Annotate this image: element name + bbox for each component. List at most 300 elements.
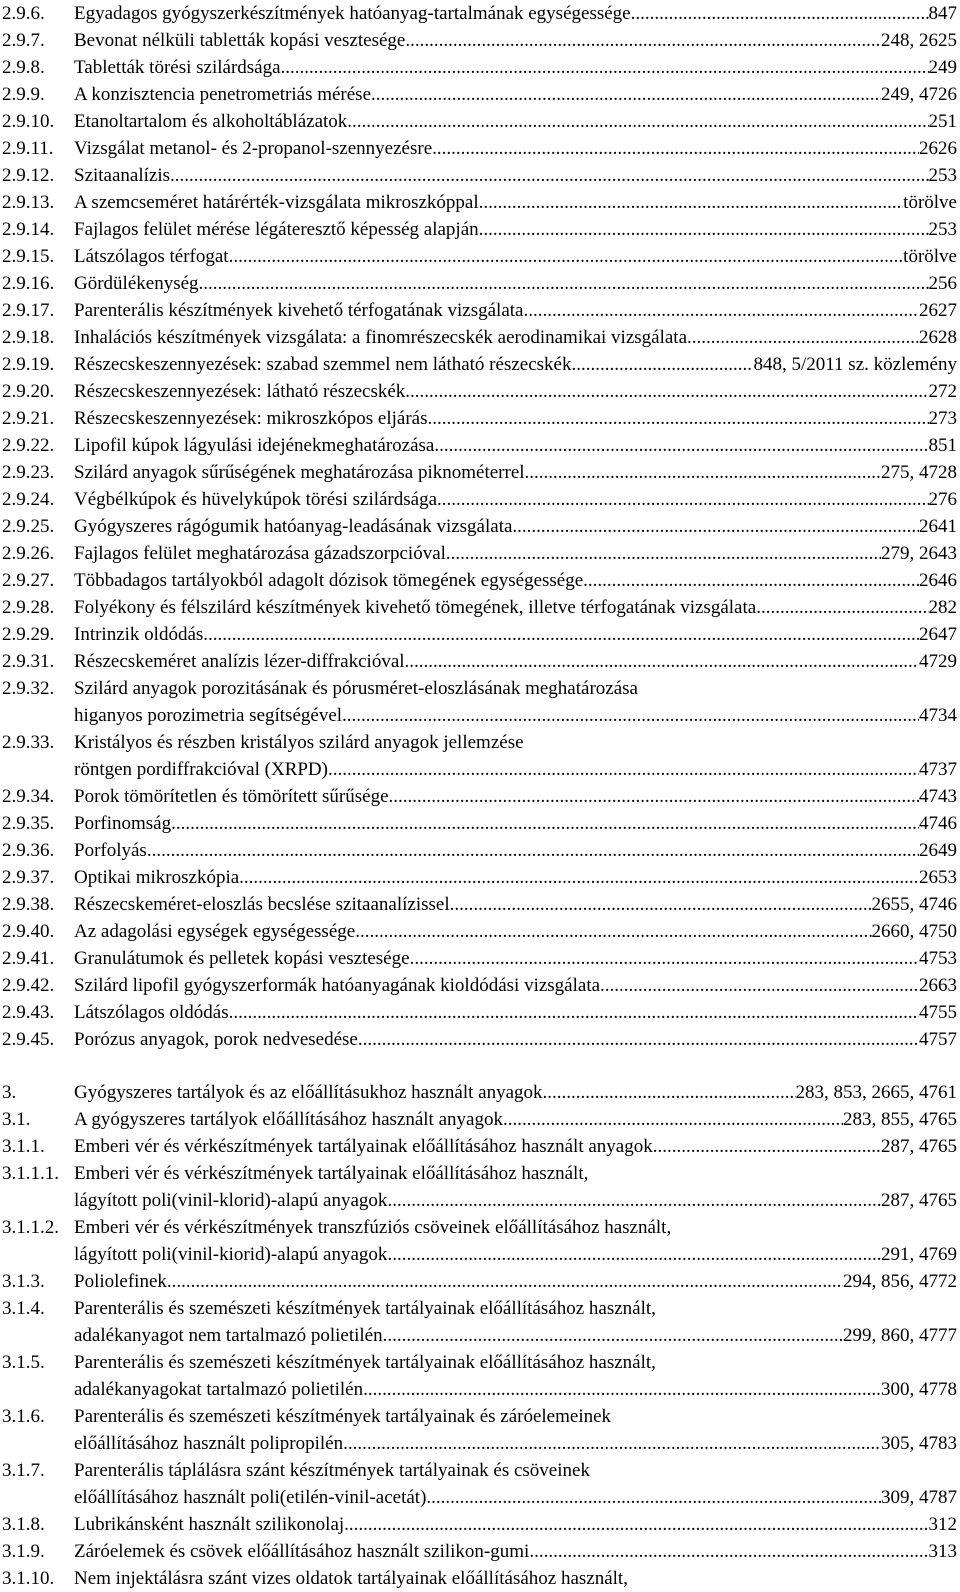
toc-entry (0, 405, 960, 432)
toc-entry-line (74, 1026, 957, 1053)
toc-entry-title: Látszólagos oldódás (74, 1002, 229, 1023)
toc-entry-line (74, 108, 957, 135)
toc-entry-line (74, 1187, 957, 1214)
toc-entry-line (74, 54, 957, 81)
toc-entry-body (74, 486, 957, 513)
toc-entry-title: Tabletták törési szilárdsága (74, 57, 281, 78)
toc-entry-body (74, 1026, 957, 1053)
toc-entry (0, 1349, 960, 1403)
toc-entry (0, 540, 960, 567)
toc-entry-title: Emberi vér és vérkészítmények tartályainak előállításához használt, (74, 1163, 589, 1184)
dot-leader (343, 1430, 881, 1457)
toc-entry (0, 918, 960, 945)
toc-entry-body (74, 1133, 957, 1160)
toc-entry-number: 2.9.18. (2, 327, 55, 348)
toc-entry-number: 2.9.20. (2, 381, 55, 402)
toc-entry (0, 675, 960, 729)
toc-entry-title: Lipofil kúpok lágyulási idejénekmeghatározása (74, 435, 435, 456)
toc-entry-page-reference: 300, 4778 (881, 1379, 957, 1400)
toc-entry-body (74, 432, 957, 459)
toc-entry-line (74, 459, 957, 486)
dot-leader (543, 1079, 796, 1106)
toc-entry-title: Optikai mikroszkópia (74, 867, 240, 888)
toc-entry-number: 2.9.13. (2, 192, 55, 213)
toc-entry (0, 270, 960, 297)
toc-entry (0, 999, 960, 1026)
dot-leader (387, 1187, 881, 1214)
toc-entry-line (74, 1376, 957, 1403)
dot-leader (503, 1106, 843, 1133)
toc-entry-number: 3.1.10. (2, 1568, 55, 1589)
toc-entry-page-reference: 279, 2643 (881, 543, 957, 564)
toc-entry-body (74, 0, 957, 27)
toc-entry-page-reference: 851 (928, 435, 957, 456)
toc-entry-line (74, 378, 957, 405)
toc-entry-line (74, 1322, 957, 1349)
toc-entry-number: 3.1.4. (2, 1298, 45, 1319)
toc-entry-title: Emberi vér és vérkészítmények tartályainak előállításához használt anyagok (74, 1136, 653, 1157)
dot-leader (239, 864, 919, 891)
toc-entry-title: Etanoltartalom és alkoholtáblázatok (74, 111, 348, 132)
toc-entry-line (74, 1241, 957, 1268)
toc-entry-page-reference: 275, 4728 (881, 462, 957, 483)
toc-entry-number: 2.9.17. (2, 300, 55, 321)
toc-entry-number: 2.9.32. (2, 678, 55, 699)
toc-entry-line (74, 432, 957, 459)
toc-entry-body (74, 567, 957, 594)
toc-entry-number: 2.9.10. (2, 111, 55, 132)
toc-entry-number: 3.1.5. (2, 1352, 45, 1373)
toc-entry-page-reference: 2628 (919, 327, 957, 348)
toc-entry (0, 945, 960, 972)
toc-entry-line (74, 783, 957, 810)
toc-entry-line (74, 189, 957, 216)
toc-entry-number: 2.9.40. (2, 921, 55, 942)
toc-entry-body (74, 783, 957, 810)
toc-entry-page-reference: 2653 (919, 867, 957, 888)
toc-entry-title: Az adagolási egységek egységessége (74, 921, 356, 942)
toc-entry-line (74, 1430, 957, 1457)
toc-entry-title: Szilárd anyagok porozitásának és pórusméret-eloszlásának meghatározása (74, 678, 638, 699)
toc-entry-number: 2.9.37. (2, 867, 55, 888)
toc-entry-line (74, 27, 957, 54)
toc-entry-page-reference: 4734 (919, 705, 957, 726)
toc-entry-body (74, 108, 957, 135)
toc-entry-line (74, 810, 957, 837)
toc-entry-number: 2.9.16. (2, 273, 55, 294)
toc-entry-page-reference: 305, 4783 (881, 1433, 957, 1454)
toc-entry-line (74, 594, 957, 621)
toc-entry-number: 2.9.33. (2, 732, 55, 753)
toc-entry (0, 1511, 960, 1538)
toc-entry-body (74, 135, 957, 162)
toc-entry-body (74, 297, 957, 324)
toc-entry-page-reference: 256 (928, 273, 957, 294)
dot-leader (432, 135, 919, 162)
dot-leader (328, 756, 919, 783)
toc-entry-page-reference: törölve (903, 246, 957, 267)
toc-entry-page-reference: 4753 (919, 948, 957, 969)
toc-entry-body (74, 621, 957, 648)
dot-leader (358, 1026, 919, 1053)
toc-entry-line (74, 864, 957, 891)
toc-entry-line (74, 1349, 957, 1376)
toc-entry-line (74, 972, 957, 999)
toc-entry-page-reference: 287, 4765 (881, 1136, 957, 1157)
toc-entry-title: adalékanyagot nem tartalmazó polietilén (74, 1325, 383, 1346)
toc-entry-page-reference: 2660, 4750 (871, 921, 957, 942)
toc-entry-line (74, 756, 957, 783)
toc-entry (0, 1026, 960, 1053)
toc-entry-title: előállításához használt polipropilén (74, 1433, 344, 1454)
toc-entry-line (74, 675, 957, 702)
toc-entry-number: 2.9.12. (2, 165, 55, 186)
toc-entry-line (74, 702, 957, 729)
toc-entry-title: Porfinomság (74, 813, 172, 834)
toc-entry-page-reference: 4743 (919, 786, 957, 807)
toc-entry-number: 2.9.6. (2, 3, 45, 24)
toc-entry-title: Részecskeszennyezések: látható részecskék (74, 381, 406, 402)
toc-entry-number: 2.9.23. (2, 462, 55, 483)
toc-entry-line (74, 513, 957, 540)
dot-leader (405, 27, 881, 54)
toc-entry-title: Gördülékenység (74, 273, 199, 294)
toc-entry (0, 486, 960, 513)
toc-entry-title: lágyított poli(vinil-kiorid)-alapú anyagok (74, 1244, 388, 1265)
toc-entry (0, 432, 960, 459)
toc-entry-page-reference: 283, 855, 4765 (843, 1109, 957, 1130)
toc-entry-title: Porózus anyagok, porok nedvesedése (74, 1029, 358, 1050)
toc-entry-title: Látszólagos térfogat (74, 246, 229, 267)
toc-entry-title: Fajlagos felület meghatározása gázadszorpcióval (74, 543, 446, 564)
toc-entry-title: Gyógyszeres tartályok és az előállításukhoz használt anyagok (74, 1082, 543, 1103)
dot-leader (171, 810, 919, 837)
toc-entry-title: Bevonat nélküli tabletták kopási vesztesége (74, 30, 406, 51)
dot-leader (405, 648, 919, 675)
dot-leader (571, 351, 753, 378)
toc-entry (0, 1268, 960, 1295)
toc-entry-body (74, 891, 957, 918)
toc-entry-body (74, 540, 957, 567)
toc-entry-number: 2.9.36. (2, 840, 55, 861)
toc-entry-number: 2.9.9. (2, 84, 45, 105)
toc-entry-page-reference: 249 (928, 57, 957, 78)
toc-entry-number: 3.1.7. (2, 1460, 45, 1481)
toc-entry-number: 3.1.1.1. (2, 1163, 59, 1184)
toc-entry-body (74, 1079, 957, 1106)
toc-entry-body (74, 594, 957, 621)
dot-leader (371, 81, 881, 108)
toc-entry-title: A gyógyszeres tartályok előállításához használt anyagok (74, 1109, 503, 1130)
toc-entry-body (74, 405, 957, 432)
toc-entry (0, 567, 960, 594)
toc-entry-page-reference: 2626 (919, 138, 957, 159)
dot-leader (383, 1322, 843, 1349)
toc-entry (0, 729, 960, 783)
toc-entry-title: Részecskeszennyezések: szabad szemmel nem látható részecskék (74, 354, 572, 375)
toc-entry-page-reference: 276 (928, 489, 957, 510)
toc-entry-body (74, 1538, 957, 1565)
toc-entry (0, 216, 960, 243)
toc-entry-title: Folyékony és félszilárd készítmények kivehető tömegének, illetve térfogatának vizsgálata (74, 597, 757, 618)
toc-entry-title: lágyított poli(vinil-klorid)-alapú anyagok (74, 1190, 388, 1211)
toc-entry-body (74, 1511, 957, 1538)
toc-entry-number: 2.9.27. (2, 570, 55, 591)
toc-entry-body (74, 1349, 957, 1403)
toc-entry-number: 3. (2, 1082, 17, 1103)
toc-entry (0, 81, 960, 108)
toc-entry-title: Kristályos és részben kristályos szilárd anyagok jellemzése (74, 732, 524, 753)
toc-entry-page-reference: 4737 (919, 759, 957, 780)
toc-entry-body (74, 999, 957, 1026)
toc-entry-body (74, 918, 957, 945)
dot-leader (203, 621, 919, 648)
toc-entry-line (74, 540, 957, 567)
toc-entry-title: Szilárd lipofil gyógyszerformák hatóanyagának kioldódási vizsgálata (74, 975, 601, 996)
toc-entry-page-reference: 253 (928, 165, 957, 186)
toc-entry-number: 2.9.41. (2, 948, 55, 969)
dot-leader (479, 189, 904, 216)
toc-entry-page-reference: 253 (928, 219, 957, 240)
toc-entry-line (74, 1079, 957, 1106)
toc-entry-title: Granulátumok és pelletek kopási vesztesége (74, 948, 410, 969)
toc-entry-body (74, 189, 957, 216)
toc-entry-line (74, 135, 957, 162)
toc-entry-line (74, 1160, 957, 1187)
dot-leader (347, 108, 928, 135)
dot-leader (653, 1133, 881, 1160)
dot-leader (281, 54, 929, 81)
toc-entry-number: 2.9.24. (2, 489, 55, 510)
dot-leader (756, 594, 928, 621)
toc-entry-line (74, 0, 957, 27)
toc-entry-title: Egyadagos gyógyszerkészítmények hatóanyag-tartalmának egységessége (74, 3, 631, 24)
dot-leader (600, 972, 919, 999)
toc-entry-line (74, 1457, 957, 1484)
toc-entry-title: Végbélkúpok és hüvelykúpok törési szilárdsága (74, 489, 438, 510)
dot-leader (387, 1241, 881, 1268)
toc-entry (0, 324, 960, 351)
toc-entry-body (74, 1565, 957, 1592)
toc-entry (0, 297, 960, 324)
dot-leader (446, 540, 881, 567)
toc-entry-number: 2.9.19. (2, 354, 55, 375)
toc-entry-line (74, 648, 957, 675)
dot-leader (631, 0, 929, 27)
toc-entry (0, 108, 960, 135)
toc-entry-title: Parenterális és szemészeti készítmények tartályainak és záróelemeinek (74, 1406, 612, 1427)
toc-entry-page-reference: 2655, 4746 (871, 894, 957, 915)
toc-entry-title: A szemcseméret határérték-vizsgálata mikroszkóppal (74, 192, 479, 213)
toc-entry-line (74, 270, 957, 297)
toc-entry-body (74, 81, 957, 108)
toc-entry-line (74, 729, 957, 756)
toc-entry-title: Parenterális és szemészeti készítmények tartályainak előállításához használt, (74, 1352, 656, 1373)
toc-entry-body (74, 864, 957, 891)
toc-entry-page-reference: 2649 (919, 840, 957, 861)
toc-entry (0, 0, 960, 27)
toc-entry-number: 2.9.21. (2, 408, 55, 429)
toc-entry-page-reference: 272 (928, 381, 957, 402)
toc-entry-number: 3.1.1. (2, 1136, 45, 1157)
toc-entry-page-reference: 294, 856, 4772 (843, 1271, 957, 1292)
toc-entry-body (74, 270, 957, 297)
toc-entry-line (74, 216, 957, 243)
dot-leader (523, 297, 919, 324)
toc-entry-page-reference: 848, 5/2011 sz. közlemény (753, 354, 957, 375)
toc-entry-title: Többadagos tartályokból adagolt dózisok tömegének egységessége (74, 570, 584, 591)
toc-entry-number: 3.1.8. (2, 1514, 45, 1535)
dot-leader (167, 1268, 843, 1295)
toc-entry-line (74, 621, 957, 648)
toc-entry-number: 2.9.38. (2, 894, 55, 915)
toc-entry-number: 2.9.15. (2, 246, 55, 267)
dot-leader (355, 918, 871, 945)
toc-entry-line (74, 1268, 957, 1295)
toc-entry-title: Parenterális készítmények kivehető térfogatának vizsgálata (74, 300, 524, 321)
toc-entry-body (74, 1214, 957, 1268)
toc-entry-number: 3.1.1.2. (2, 1217, 59, 1238)
toc-entry-page-reference: 287, 4765 (881, 1190, 957, 1211)
toc-entry (0, 513, 960, 540)
toc-entry-line (74, 243, 957, 270)
toc-entry-title: Részecskeszennyezések: mikroszkópos eljárás (74, 408, 428, 429)
toc-entry-page-reference: 299, 860, 4777 (843, 1325, 957, 1346)
toc-entry (0, 1214, 960, 1268)
toc-entry-title: előállításához használt poli(etilén-vinil-acetát) (74, 1487, 427, 1508)
toc-entry-page-reference: 273 (928, 408, 957, 429)
toc-entry-number: 2.9.8. (2, 57, 45, 78)
dot-leader (525, 459, 881, 486)
toc-entry-body (74, 351, 957, 378)
dot-leader (426, 1484, 881, 1511)
toc-entry-number: 2.9.7. (2, 30, 45, 51)
toc-entry (0, 378, 960, 405)
toc-entry-body (74, 810, 957, 837)
toc-entry-line (74, 486, 957, 513)
toc-entry-line (74, 1484, 957, 1511)
toc-entry (0, 837, 960, 864)
toc-entry-title: Gyógyszeres rágógumik hatóanyag-leadásának vizsgálata (74, 516, 513, 537)
toc-entry-body (74, 243, 957, 270)
toc-entry-title: Intrinzik oldódás (74, 624, 204, 645)
toc-entry-page-reference: 4755 (919, 1002, 957, 1023)
toc-entry-title: Emberi vér és vérkészítmények transzfúziós csöveinek előállításához használt, (74, 1217, 672, 1238)
toc-entry (0, 648, 960, 675)
toc-entry (0, 810, 960, 837)
toc-entry-line (74, 945, 957, 972)
toc-entry-title: Porfolyás (74, 840, 147, 861)
toc-entry-title: Vizsgálat metanol- és 2-propanol-szennyezésre (74, 138, 433, 159)
toc-entry-line (74, 891, 957, 918)
toc-entry-line (74, 1106, 957, 1133)
dot-leader (583, 567, 919, 594)
toc-entry-page-reference: 282 (928, 597, 957, 618)
toc-entry (0, 1565, 960, 1592)
toc-entry-number: 2.9.31. (2, 651, 55, 672)
toc-entry-number: 2.9.43. (2, 1002, 55, 1023)
toc-entry-body (74, 216, 957, 243)
toc-entry-number: 3.1.9. (2, 1541, 45, 1562)
toc-entry-page-reference: 2663 (919, 975, 957, 996)
dot-leader (389, 783, 919, 810)
dot-leader (363, 1376, 881, 1403)
toc-entry-number: 2.9.29. (2, 624, 55, 645)
toc-entry-body (74, 972, 957, 999)
toc-entry-line (74, 1565, 957, 1592)
toc-entry-page-reference: 313 (928, 1541, 957, 1562)
toc-entry-body (74, 945, 957, 972)
toc-entry-line (74, 324, 957, 351)
toc-entry (0, 243, 960, 270)
dot-leader (147, 837, 919, 864)
toc-entry-line (74, 918, 957, 945)
dot-leader (529, 1538, 928, 1565)
toc-entry-title: Fajlagos felület mérése légáteresztő képesség alapján (74, 219, 479, 240)
toc-entry-number: 2.9.22. (2, 435, 55, 456)
toc-entry-number: 2.9.45. (2, 1029, 55, 1050)
toc-entry (0, 189, 960, 216)
toc-entry-title: Szilárd anyagok sűrűségének meghatározása piknométerrel (74, 462, 525, 483)
toc-entry (0, 972, 960, 999)
toc-entry-page-reference: 251 (928, 111, 957, 132)
toc-entry-line (74, 1133, 957, 1160)
toc-entry-body (74, 1295, 957, 1349)
toc-entry-page-reference: törölve (903, 192, 957, 213)
toc-entry-page-reference: 309, 4787 (881, 1487, 957, 1508)
toc-entry-title: Poliolefinek (74, 1271, 167, 1292)
toc-entry (0, 1106, 960, 1133)
dot-leader (405, 378, 928, 405)
toc-entry-line (74, 81, 957, 108)
toc-entry-body (74, 1457, 957, 1511)
toc-entry-title: Részecskeméret analízis lézer-diffrakcióval (74, 651, 405, 672)
toc-entry-page-reference: 249, 4726 (881, 84, 957, 105)
toc-entry-body (74, 459, 957, 486)
toc-entry-number: 2.9.25. (2, 516, 55, 537)
toc-entry-body (74, 27, 957, 54)
toc-entry-number: 2.9.11. (2, 138, 54, 159)
dot-leader (479, 216, 929, 243)
dot-leader (229, 243, 904, 270)
toc-entry-body (74, 162, 957, 189)
toc-entry-page-reference: 2627 (919, 300, 957, 321)
toc-entry (0, 1403, 960, 1457)
toc-entry-title: higanyos porozimetria segítségével (74, 705, 343, 726)
toc-entry-number: 3.1.3. (2, 1271, 45, 1292)
toc-entry-body (74, 54, 957, 81)
toc-entry-title: Porok tömörítetlen és tömörített sűrűsége (74, 786, 389, 807)
dot-leader (199, 270, 929, 297)
toc-entry-title: Szitaanalízis (74, 165, 171, 186)
toc-entry (0, 1538, 960, 1565)
toc-entry-line (74, 405, 957, 432)
dot-leader (342, 702, 919, 729)
toc-entry-page-reference: 312 (928, 1514, 957, 1535)
toc-entry (0, 783, 960, 810)
dot-leader (170, 162, 928, 189)
toc-entry-page-reference: 283, 853, 2665, 4761 (795, 1082, 957, 1103)
toc-entry-body (74, 1268, 957, 1295)
dot-leader (512, 513, 919, 540)
toc-entry-line (74, 999, 957, 1026)
toc-entry (0, 621, 960, 648)
toc-entry-number: 3.1. (2, 1109, 31, 1130)
toc-entry (0, 162, 960, 189)
toc-entry-body (74, 513, 957, 540)
toc-entry-number: 2.9.35. (2, 813, 55, 834)
dot-leader (344, 1511, 928, 1538)
